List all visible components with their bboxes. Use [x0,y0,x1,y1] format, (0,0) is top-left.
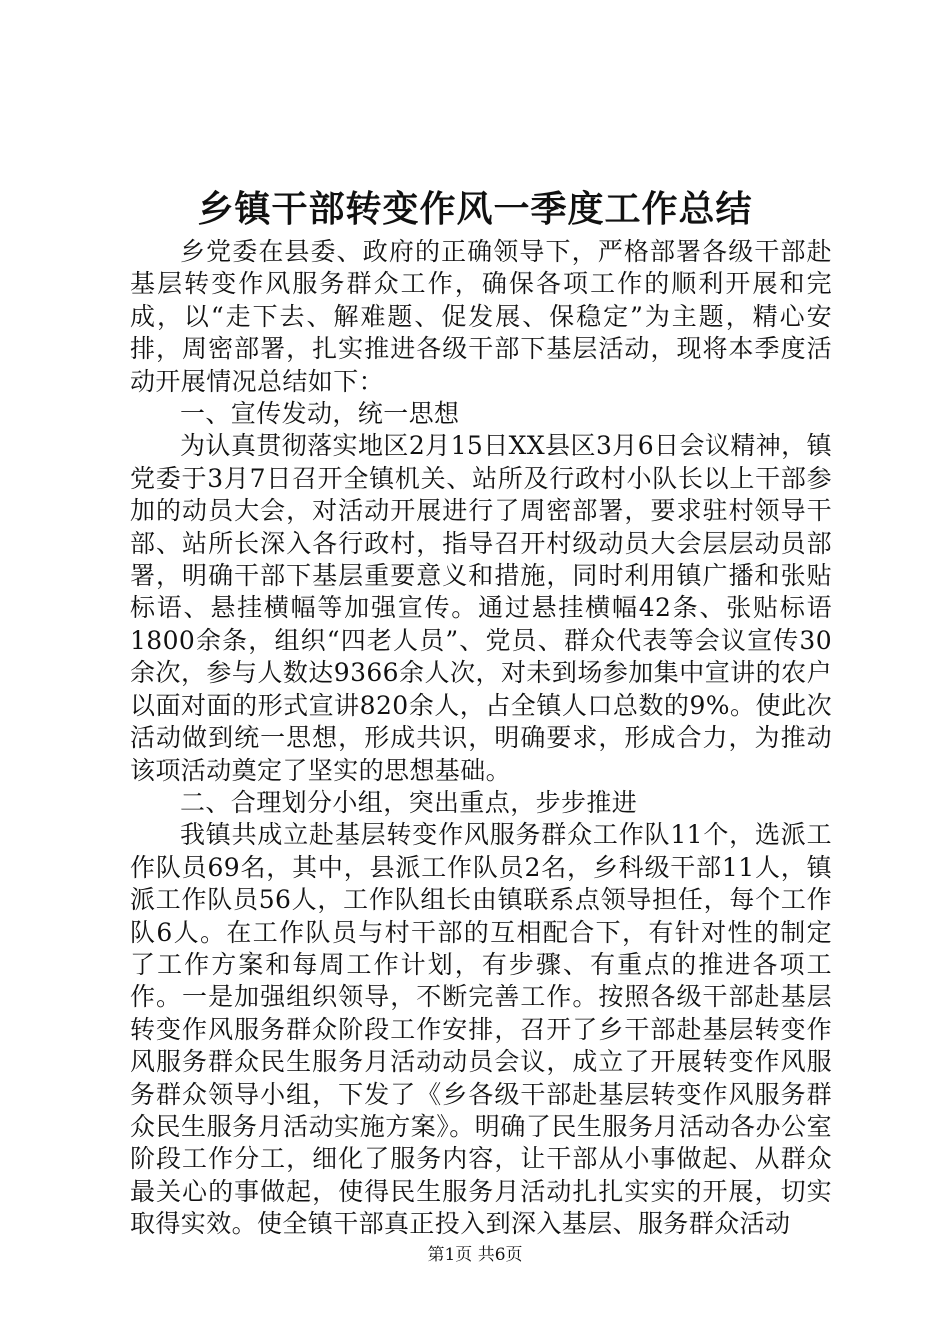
page-footer: 第1页 共6页 [427,1245,523,1265]
section-2-heading: 二、合理划分小组，突出重点，步步推进 [180,787,638,817]
section-2-paragraph: 我镇共成立赴基层转变作风服务群众工作队11个，选派工作队员69名，其中，县派工作队员2名，乡科级干部11人，镇派工作队员56人，工作队组长由镇联系点领导担任，每个工作队6人。在工作队员与村干部的互相配合下，有针对性的制定了工作方案和每周工作计划，有步骤、有重点的推进各项工作。一是加强组织领导，不断完善工作。按照各级干部赴基层转变作风服务群众阶段工作安排，召开了乡干部赴基层转变作风服务群众民生服务月活动动员会议，成立了开展转变作风服务群众领导小组，下发了《乡各级干部赴基层转变作风服务群众民生服务月活动实施方案》。明确了民生服务月活动各办公室阶段工作分工，细化了服务内容，让干部从小事做起、从群众最关心的事做起，使得民生服务月活动扎扎实实的开展，切实取得实效。使全镇干部真正投入到深入基层、服务群众活动 [130,820,832,1239]
intro-paragraph: 乡党委在县委、政府的正确领导下，严格部署各级干部赴基层转变作风服务群众工作，确保各项工作的顺利开展和完成，以“走下去、解难题、促发展、保稳定”为主题，精心安排，周密部署，扎实推进各级干部下基层活动，现将本季度活动开展情况总结如下： [130,237,832,396]
section-1-paragraph: 为认真贯彻落实地区2月15日XX县区3月6日会议精神，镇党委于3月7日召开全镇机关、站所及行政村小队长以上干部参加的动员大会，对活动开展进行了周密部署，要求驻村领导干部、站所长深入各行政村，指导召开村级动员大会层层动员部署，明确干部下基层重要意义和措施，同时利用镇广播和张贴标语、悬挂横幅等加强宣传。通过悬挂横幅42条、张贴标语1800余条，组织“四老人员”、党员、群众代表等会议宣传30余次，参与人数达9366余人次，对未到场参加集中宣讲的农户以面对面的形式宣讲820余人，占全镇人口总数的9%。使此次活动做到统一思想，形成共识，明确要求，形成合力，为推动该项活动奠定了坚实的思想基础。 [130,431,832,785]
document-body [130,236,832,1241]
section-1-heading: 一、宣传发动，统一思想 [180,399,460,429]
document-title: 乡镇干部转变作风一季度工作总结 [197,188,753,230]
